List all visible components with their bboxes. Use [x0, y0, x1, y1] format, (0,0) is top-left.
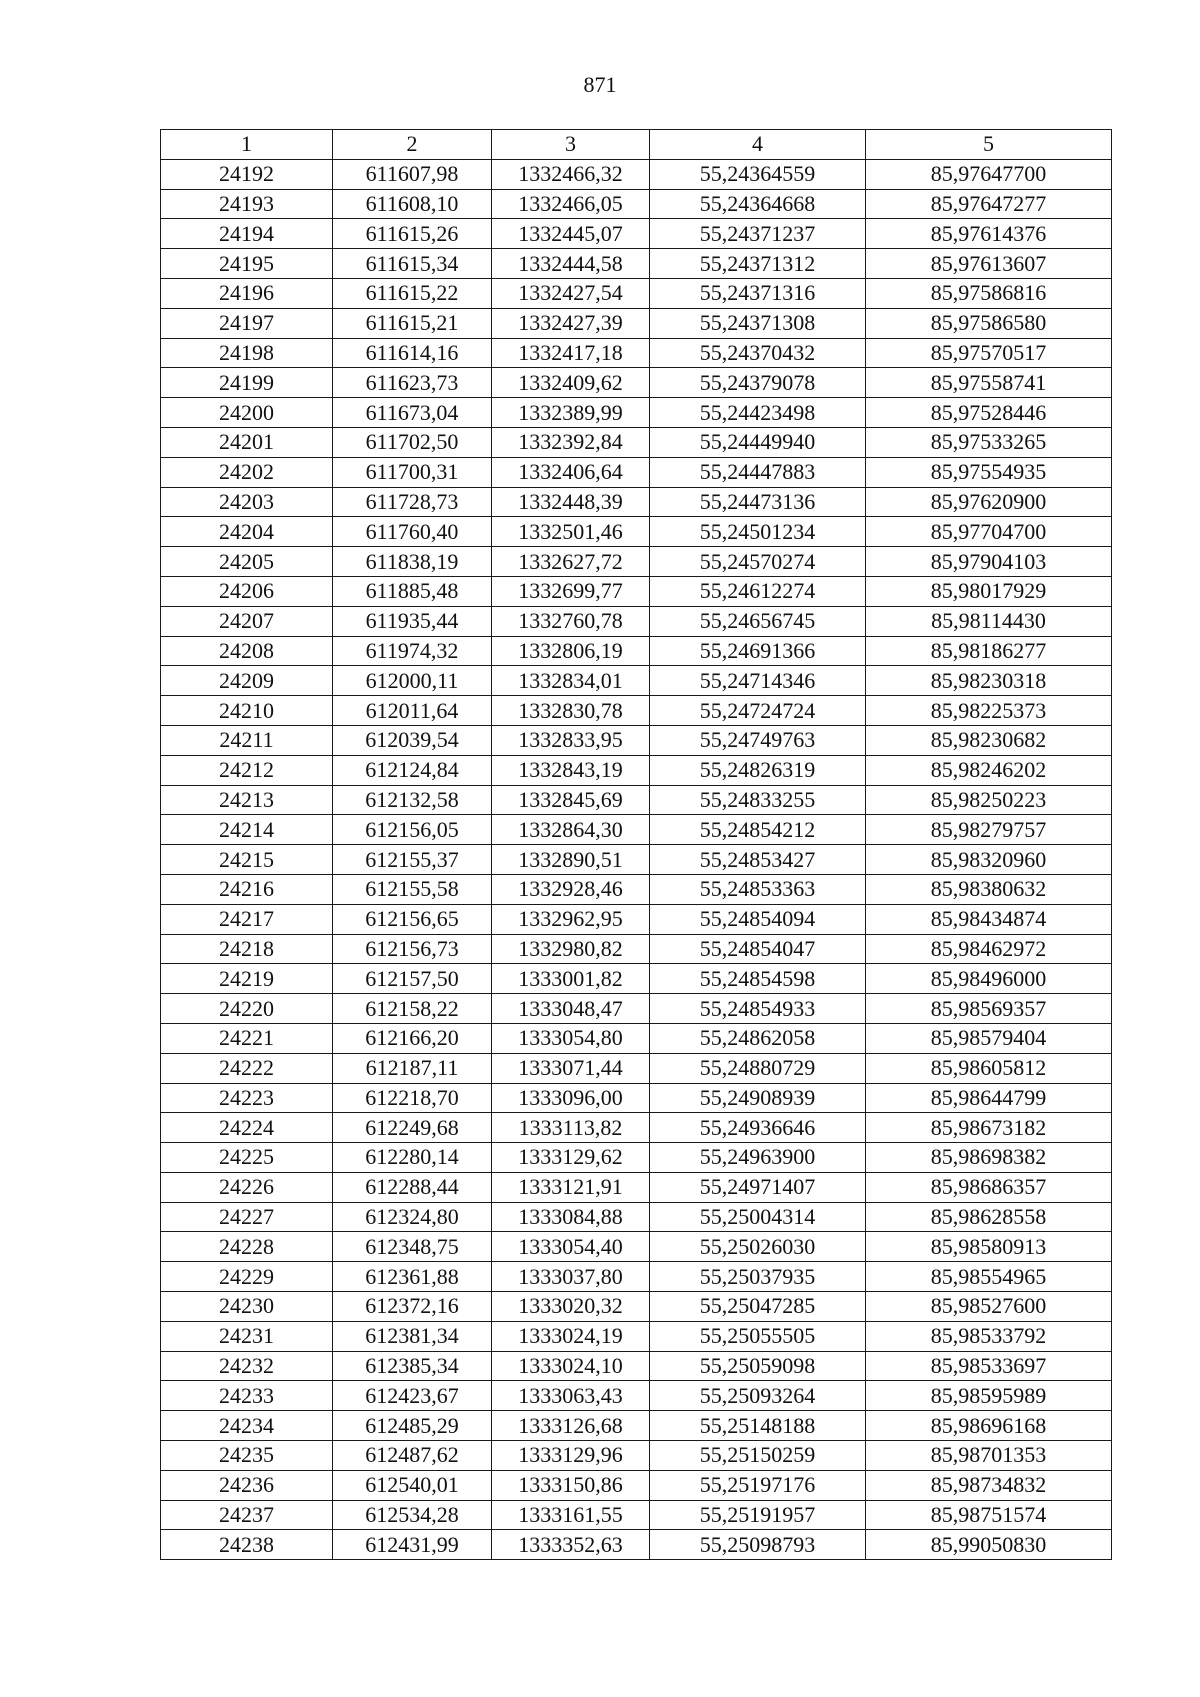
table-cell: 85,98569357 — [866, 994, 1112, 1024]
table-cell: 55,24447883 — [650, 457, 866, 487]
table-cell: 1332843,19 — [492, 755, 650, 785]
table-cell: 24192 — [161, 159, 333, 189]
table-cell: 55,24473136 — [650, 487, 866, 517]
table-cell: 611607,98 — [333, 159, 492, 189]
table-cell: 24195 — [161, 249, 333, 279]
table-cell: 611702,50 — [333, 427, 492, 457]
table-row — [161, 1262, 1112, 1292]
table-cell: 24212 — [161, 755, 333, 785]
table-cell: 612280,14 — [333, 1143, 492, 1173]
table-row — [161, 1232, 1112, 1262]
table-cell: 24218 — [161, 934, 333, 964]
table-cell: 1333113,82 — [492, 1113, 650, 1143]
table-row — [161, 398, 1112, 428]
page-number: 871 — [583, 72, 617, 97]
table-cell: 24204 — [161, 517, 333, 547]
table-cell: 24230 — [161, 1292, 333, 1322]
table-row — [161, 815, 1112, 845]
table-cell: 612431,99 — [333, 1530, 492, 1560]
table-cell: 24220 — [161, 994, 333, 1024]
table-cell: 85,98279757 — [866, 815, 1112, 845]
table-cell: 1332760,78 — [492, 606, 650, 636]
table-row — [161, 1411, 1112, 1441]
column-header-4: 4 — [650, 130, 866, 160]
table-cell: 55,25150259 — [650, 1441, 866, 1471]
table-cell: 1332806,19 — [492, 636, 650, 666]
table-cell: 85,97570517 — [866, 338, 1112, 368]
table-cell: 55,24364668 — [650, 189, 866, 219]
table-cell: 85,97904103 — [866, 547, 1112, 577]
table-row — [161, 338, 1112, 368]
table-row — [161, 636, 1112, 666]
table-cell: 1332389,99 — [492, 398, 650, 428]
table-cell: 1333001,82 — [492, 964, 650, 994]
table-cell: 55,24854094 — [650, 904, 866, 934]
table-cell: 55,24371237 — [650, 219, 866, 249]
table-row — [161, 576, 1112, 606]
table-cell: 1333071,44 — [492, 1053, 650, 1083]
table-cell: 612155,58 — [333, 874, 492, 904]
table-cell: 55,24371316 — [650, 278, 866, 308]
table-cell: 1332962,95 — [492, 904, 650, 934]
table-cell: 1332890,51 — [492, 845, 650, 875]
table-cell: 24227 — [161, 1202, 333, 1232]
table-row — [161, 904, 1112, 934]
table-cell: 611673,04 — [333, 398, 492, 428]
column-header-5: 5 — [866, 130, 1112, 160]
table-row — [161, 1172, 1112, 1202]
table-row — [161, 666, 1112, 696]
table-row — [161, 457, 1112, 487]
table-cell: 24205 — [161, 547, 333, 577]
table-cell: 1333084,88 — [492, 1202, 650, 1232]
table-cell: 1332466,05 — [492, 189, 650, 219]
table-cell: 24200 — [161, 398, 333, 428]
table-cell: 611760,40 — [333, 517, 492, 547]
table-cell: 55,25059098 — [650, 1351, 866, 1381]
table-cell: 612385,34 — [333, 1351, 492, 1381]
table-cell: 611615,22 — [333, 278, 492, 308]
table-cell: 55,25098793 — [650, 1530, 866, 1560]
table-row — [161, 368, 1112, 398]
table-cell: 24214 — [161, 815, 333, 845]
table-cell: 85,98644799 — [866, 1083, 1112, 1113]
table-cell: 55,25093264 — [650, 1381, 866, 1411]
table-cell: 612249,68 — [333, 1113, 492, 1143]
table-cell: 612156,05 — [333, 815, 492, 845]
table-cell: 612381,34 — [333, 1321, 492, 1351]
table-cell: 55,24714346 — [650, 666, 866, 696]
table-row — [161, 1053, 1112, 1083]
table-cell: 55,24971407 — [650, 1172, 866, 1202]
table-cell: 24238 — [161, 1530, 333, 1560]
table-cell: 1333150,86 — [492, 1470, 650, 1500]
table-cell: 611615,34 — [333, 249, 492, 279]
table-cell: 85,97558741 — [866, 368, 1112, 398]
table-cell: 1332392,84 — [492, 427, 650, 457]
table-cell: 24198 — [161, 338, 333, 368]
table-cell: 612039,54 — [333, 725, 492, 755]
table-cell: 85,98246202 — [866, 755, 1112, 785]
table-cell: 24228 — [161, 1232, 333, 1262]
table-row — [161, 1023, 1112, 1053]
table-cell: 1333054,40 — [492, 1232, 650, 1262]
table-cell: 85,98751574 — [866, 1500, 1112, 1530]
table-cell: 85,98496000 — [866, 964, 1112, 994]
table-cell: 85,97614376 — [866, 219, 1112, 249]
table-cell: 24229 — [161, 1262, 333, 1292]
table-cell: 85,97704700 — [866, 517, 1112, 547]
table-cell: 24199 — [161, 368, 333, 398]
table-cell: 85,97586816 — [866, 278, 1112, 308]
table-cell: 1333024,10 — [492, 1351, 650, 1381]
table-cell: 24221 — [161, 1023, 333, 1053]
table-cell: 1332501,46 — [492, 517, 650, 547]
table-header — [161, 130, 1112, 160]
table-cell: 55,24908939 — [650, 1083, 866, 1113]
table-body — [161, 159, 1112, 1559]
header-row — [161, 130, 1112, 160]
table-cell: 24209 — [161, 666, 333, 696]
table-cell: 85,98533697 — [866, 1351, 1112, 1381]
table-cell: 24233 — [161, 1381, 333, 1411]
table-row — [161, 547, 1112, 577]
table-cell: 24194 — [161, 219, 333, 249]
table-cell: 85,98595989 — [866, 1381, 1112, 1411]
table-row — [161, 1441, 1112, 1471]
table-cell: 612485,29 — [333, 1411, 492, 1441]
table-cell: 612124,84 — [333, 755, 492, 785]
table-cell: 85,97647700 — [866, 159, 1112, 189]
table-cell: 55,24423498 — [650, 398, 866, 428]
table-cell: 1333024,19 — [492, 1321, 650, 1351]
table-cell: 1332699,77 — [492, 576, 650, 606]
table-row — [161, 1083, 1112, 1113]
table-cell: 55,24854933 — [650, 994, 866, 1024]
table-cell: 611885,48 — [333, 576, 492, 606]
table-cell: 611614,16 — [333, 338, 492, 368]
table-cell: 1333063,43 — [492, 1381, 650, 1411]
table-cell: 1333096,00 — [492, 1083, 650, 1113]
table-cell: 1332409,62 — [492, 368, 650, 398]
table-row — [161, 1530, 1112, 1560]
table-cell: 611838,19 — [333, 547, 492, 577]
table-cell: 1332627,72 — [492, 547, 650, 577]
table-cell: 55,24570274 — [650, 547, 866, 577]
table-cell: 612000,11 — [333, 666, 492, 696]
table-cell: 24211 — [161, 725, 333, 755]
table-row — [161, 1202, 1112, 1232]
table-cell: 1332406,64 — [492, 457, 650, 487]
table-cell: 55,24364559 — [650, 159, 866, 189]
table-cell: 1333020,32 — [492, 1292, 650, 1322]
table-cell: 612166,20 — [333, 1023, 492, 1053]
table-cell: 55,25047285 — [650, 1292, 866, 1322]
table-cell: 55,24656745 — [650, 606, 866, 636]
table-row — [161, 159, 1112, 189]
table-cell: 55,24371312 — [650, 249, 866, 279]
table-cell: 612487,62 — [333, 1441, 492, 1471]
table-cell: 55,24501234 — [650, 517, 866, 547]
table-cell: 24213 — [161, 785, 333, 815]
table-cell: 611615,21 — [333, 308, 492, 338]
table-cell: 24219 — [161, 964, 333, 994]
table-cell: 85,98673182 — [866, 1113, 1112, 1143]
table-cell: 611615,26 — [333, 219, 492, 249]
table-cell: 1333126,68 — [492, 1411, 650, 1441]
table-cell: 612157,50 — [333, 964, 492, 994]
table-cell: 612372,16 — [333, 1292, 492, 1322]
table-cell: 55,24449940 — [650, 427, 866, 457]
table-cell: 85,98686357 — [866, 1172, 1112, 1202]
table-cell: 24216 — [161, 874, 333, 904]
table-cell: 24236 — [161, 1470, 333, 1500]
table-cell: 612534,28 — [333, 1500, 492, 1530]
table-cell: 24201 — [161, 427, 333, 457]
table-cell: 1332448,39 — [492, 487, 650, 517]
table-cell: 1332830,78 — [492, 696, 650, 726]
table-cell: 85,98734832 — [866, 1470, 1112, 1500]
table-cell: 24193 — [161, 189, 333, 219]
table-cell: 1332427,39 — [492, 308, 650, 338]
table-row — [161, 487, 1112, 517]
table-cell: 24237 — [161, 1500, 333, 1530]
table-cell: 55,24880729 — [650, 1053, 866, 1083]
table-cell: 1332864,30 — [492, 815, 650, 845]
table-row — [161, 1143, 1112, 1173]
table-cell: 24225 — [161, 1143, 333, 1173]
table-cell: 55,25197176 — [650, 1470, 866, 1500]
table-cell: 85,98527600 — [866, 1292, 1112, 1322]
table-cell: 1332444,58 — [492, 249, 650, 279]
table-row — [161, 427, 1112, 457]
table-cell: 1332928,46 — [492, 874, 650, 904]
table-cell: 55,24854212 — [650, 815, 866, 845]
table-cell: 55,25026030 — [650, 1232, 866, 1262]
table-cell: 55,24370432 — [650, 338, 866, 368]
table-cell: 612155,37 — [333, 845, 492, 875]
table-cell: 1332445,07 — [492, 219, 650, 249]
table-cell: 85,97647277 — [866, 189, 1112, 219]
table-cell: 24202 — [161, 457, 333, 487]
table-row — [161, 934, 1112, 964]
table-cell: 24232 — [161, 1351, 333, 1381]
table-cell: 55,24853363 — [650, 874, 866, 904]
table-cell: 55,25191957 — [650, 1500, 866, 1530]
table-cell: 611623,73 — [333, 368, 492, 398]
table-cell: 85,98579404 — [866, 1023, 1112, 1053]
table-cell: 24208 — [161, 636, 333, 666]
table-cell: 24222 — [161, 1053, 333, 1083]
table-cell: 55,24691366 — [650, 636, 866, 666]
table-cell: 1332417,18 — [492, 338, 650, 368]
table-cell: 611608,10 — [333, 189, 492, 219]
table-cell: 85,98462972 — [866, 934, 1112, 964]
table-cell: 1333054,80 — [492, 1023, 650, 1053]
table-cell: 85,98230318 — [866, 666, 1112, 696]
table-cell: 1332980,82 — [492, 934, 650, 964]
table-cell: 1332427,54 — [492, 278, 650, 308]
table-cell: 55,24963900 — [650, 1143, 866, 1173]
table-row — [161, 189, 1112, 219]
table-cell: 85,97554935 — [866, 457, 1112, 487]
table-cell: 612288,44 — [333, 1172, 492, 1202]
table-row — [161, 994, 1112, 1024]
table-cell: 55,25055505 — [650, 1321, 866, 1351]
table-cell: 612540,01 — [333, 1470, 492, 1500]
table-cell: 24207 — [161, 606, 333, 636]
table-cell: 85,98230682 — [866, 725, 1112, 755]
table-cell: 24210 — [161, 696, 333, 726]
table-cell: 55,24612274 — [650, 576, 866, 606]
table-cell: 55,25037935 — [650, 1262, 866, 1292]
table-cell: 24224 — [161, 1113, 333, 1143]
table-cell: 24223 — [161, 1083, 333, 1113]
table-cell: 55,24749763 — [650, 725, 866, 755]
table-cell: 55,24854598 — [650, 964, 866, 994]
table-cell: 1333037,80 — [492, 1262, 650, 1292]
table-row — [161, 755, 1112, 785]
table-cell: 1332466,32 — [492, 159, 650, 189]
table-cell: 1333129,96 — [492, 1441, 650, 1471]
table-cell: 24217 — [161, 904, 333, 934]
table-cell: 612158,22 — [333, 994, 492, 1024]
table-row — [161, 278, 1112, 308]
coordinates-table — [160, 129, 1112, 1560]
table-row — [161, 1113, 1112, 1143]
table-cell: 612348,75 — [333, 1232, 492, 1262]
table-row — [161, 874, 1112, 904]
table-cell: 612132,58 — [333, 785, 492, 815]
table-row — [161, 249, 1112, 279]
table-cell: 24206 — [161, 576, 333, 606]
table-cell: 1332845,69 — [492, 785, 650, 815]
table-cell: 611700,31 — [333, 457, 492, 487]
table-cell: 55,24379078 — [650, 368, 866, 398]
table-cell: 55,24862058 — [650, 1023, 866, 1053]
table-cell: 55,24826319 — [650, 755, 866, 785]
table-row — [161, 308, 1112, 338]
table-cell: 55,24936646 — [650, 1113, 866, 1143]
table-cell: 55,24371308 — [650, 308, 866, 338]
table-cell: 85,98533792 — [866, 1321, 1112, 1351]
table-cell: 612156,65 — [333, 904, 492, 934]
table-cell: 55,24833255 — [650, 785, 866, 815]
table-row — [161, 606, 1112, 636]
table-cell: 85,98701353 — [866, 1441, 1112, 1471]
table-cell: 1332834,01 — [492, 666, 650, 696]
table-cell: 55,24724724 — [650, 696, 866, 726]
table-cell: 1333352,63 — [492, 1530, 650, 1560]
table-row — [161, 1321, 1112, 1351]
table-cell: 612156,73 — [333, 934, 492, 964]
table-cell: 85,97586580 — [866, 308, 1112, 338]
table-cell: 85,98580913 — [866, 1232, 1112, 1262]
table-cell: 55,24854047 — [650, 934, 866, 964]
table-row — [161, 696, 1112, 726]
table-cell: 1333129,62 — [492, 1143, 650, 1173]
table-row — [161, 517, 1112, 547]
table-cell: 1332833,95 — [492, 725, 650, 755]
table-cell: 85,99050830 — [866, 1530, 1112, 1560]
table-cell: 85,98186277 — [866, 636, 1112, 666]
table-cell: 55,25004314 — [650, 1202, 866, 1232]
table-cell: 612423,67 — [333, 1381, 492, 1411]
table-row — [161, 1292, 1112, 1322]
table-cell: 612218,70 — [333, 1083, 492, 1113]
table-cell: 611974,32 — [333, 636, 492, 666]
table-cell: 85,98250223 — [866, 785, 1112, 815]
table-cell: 24231 — [161, 1321, 333, 1351]
table-cell: 85,98628558 — [866, 1202, 1112, 1232]
table-cell: 612011,64 — [333, 696, 492, 726]
table-row — [161, 1470, 1112, 1500]
table-row — [161, 725, 1112, 755]
table-cell: 612361,88 — [333, 1262, 492, 1292]
table-cell: 85,98554965 — [866, 1262, 1112, 1292]
table-cell: 85,98434874 — [866, 904, 1112, 934]
table-cell: 612187,11 — [333, 1053, 492, 1083]
table-cell: 24197 — [161, 308, 333, 338]
column-header-1: 1 — [161, 130, 333, 160]
table-cell: 611935,44 — [333, 606, 492, 636]
table-cell: 24226 — [161, 1172, 333, 1202]
table-cell: 85,98320960 — [866, 845, 1112, 875]
table-cell: 24196 — [161, 278, 333, 308]
table-cell: 55,24853427 — [650, 845, 866, 875]
table-cell: 85,98225373 — [866, 696, 1112, 726]
column-header-2: 2 — [333, 130, 492, 160]
table-cell: 85,97613607 — [866, 249, 1112, 279]
table-row — [161, 1381, 1112, 1411]
table-cell: 24203 — [161, 487, 333, 517]
table-row — [161, 1500, 1112, 1530]
table-cell: 24215 — [161, 845, 333, 875]
table-cell: 24234 — [161, 1411, 333, 1441]
table-cell: 1333048,47 — [492, 994, 650, 1024]
table-cell: 85,98696168 — [866, 1411, 1112, 1441]
table-cell: 612324,80 — [333, 1202, 492, 1232]
table-cell: 85,98380632 — [866, 874, 1112, 904]
table-cell: 85,98605812 — [866, 1053, 1112, 1083]
table-row — [161, 219, 1112, 249]
table-row — [161, 964, 1112, 994]
table-cell: 1333121,91 — [492, 1172, 650, 1202]
table-row — [161, 845, 1112, 875]
table-cell: 85,98114430 — [866, 606, 1112, 636]
table-row — [161, 1351, 1112, 1381]
table-cell: 85,98017929 — [866, 576, 1112, 606]
table-cell: 85,97620900 — [866, 487, 1112, 517]
table-cell: 24235 — [161, 1441, 333, 1471]
table-cell: 611728,73 — [333, 487, 492, 517]
table-cell: 1333161,55 — [492, 1500, 650, 1530]
column-header-3: 3 — [492, 130, 650, 160]
table-cell: 85,97533265 — [866, 427, 1112, 457]
table-cell: 85,97528446 — [866, 398, 1112, 428]
table-cell: 85,98698382 — [866, 1143, 1112, 1173]
table-cell: 55,25148188 — [650, 1411, 866, 1441]
table-row — [161, 785, 1112, 815]
